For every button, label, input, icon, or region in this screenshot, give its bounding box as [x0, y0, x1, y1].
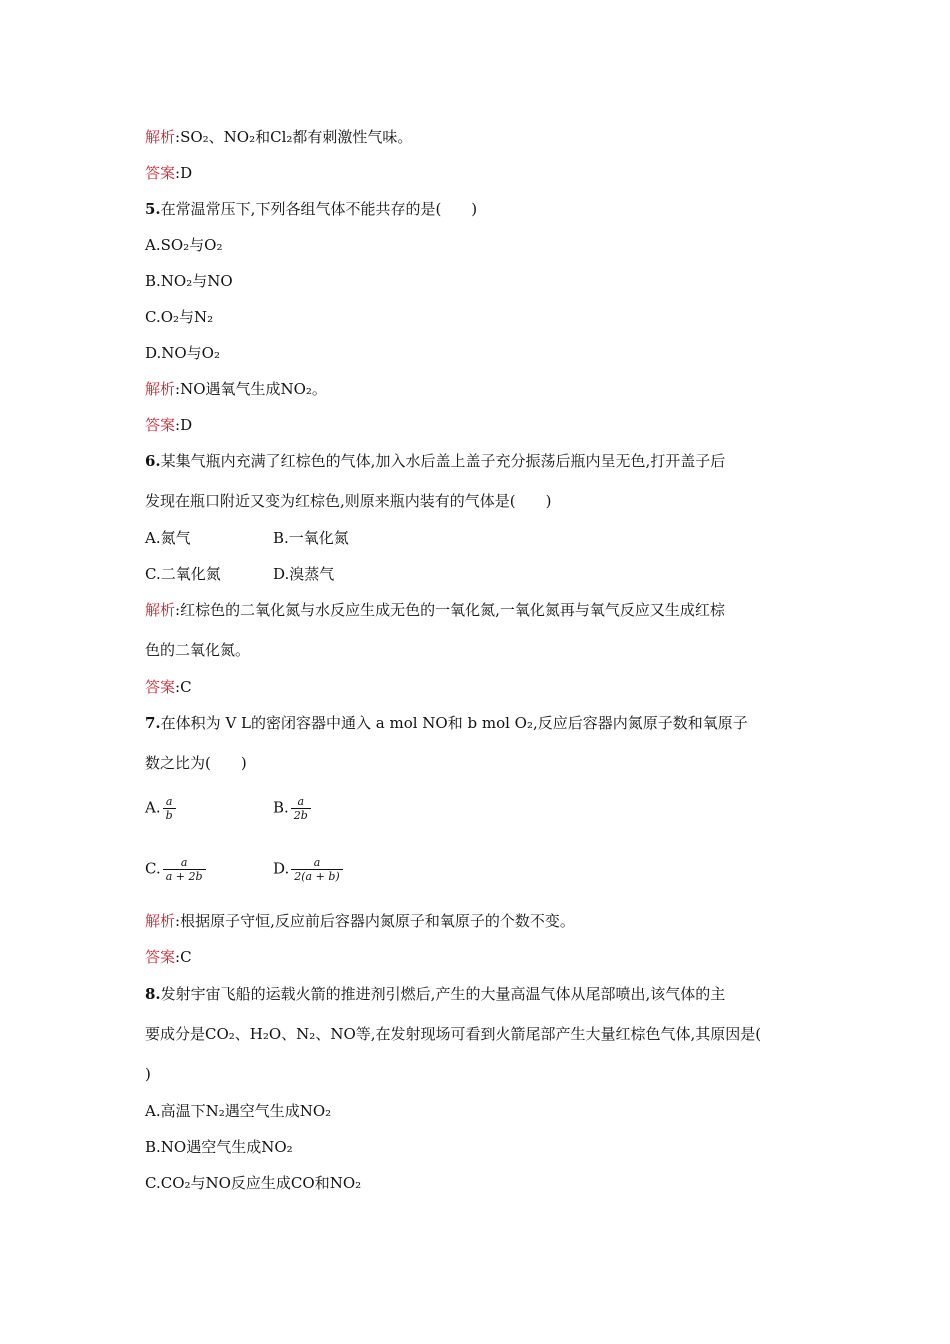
analysis-text: :SO₂、NO₂和Cl₂都有刺激性气味。	[175, 128, 413, 146]
q4-analysis	[145, 127, 412, 147]
q6-answer	[145, 677, 192, 697]
question-stem: 某集气瓶内充满了红棕色的气体,加入水后盖上盖子充分振荡后瓶内呈无色,打开盖子后	[160, 452, 726, 470]
analysis-label: 解析	[145, 380, 176, 398]
denominator: a + 2b	[163, 869, 206, 883]
option-letter: C.	[145, 859, 161, 878]
q7-option-a	[145, 795, 176, 822]
question-number: 6.	[145, 452, 161, 470]
question-number: 5.	[145, 200, 161, 218]
denominator: 2b	[291, 808, 311, 822]
option-letter: A.	[145, 798, 161, 817]
answer-label: 答案	[145, 948, 176, 966]
q6-option-b: B.一氧化氮	[273, 529, 349, 547]
q8-option-a: A.高温下N₂遇空气生成NO₂	[145, 1102, 332, 1120]
analysis-text: :红棕色的二氧化氮与水反应生成无色的一氧化氮,一氧化氮再与氧气反应又生成红棕	[175, 601, 725, 619]
q8-stem-line1	[145, 984, 725, 1004]
q7-analysis	[145, 911, 575, 931]
q5-option-d: D.NO与O₂	[145, 344, 220, 362]
analysis-label: 解析	[145, 128, 176, 146]
q4-answer	[145, 163, 192, 183]
denominator: b	[163, 808, 176, 822]
answer-text: :C	[175, 678, 192, 696]
q6-analysis-line2: 色的二氧化氮。	[145, 641, 251, 659]
denominator: 2(a + b)	[291, 869, 342, 883]
q5-option-c: C.O₂与N₂	[145, 308, 214, 326]
question-stem: 发射宇宙飞船的运载火箭的推进剂引燃后,产生的大量高温气体从尾部喷出,该气体的主	[160, 985, 726, 1003]
q7-option-b	[273, 795, 311, 822]
q6-option-d: D.溴蒸气	[273, 565, 335, 583]
q8-option-c: C.CO₂与NO反应生成CO和NO₂	[145, 1174, 362, 1192]
numerator: a	[297, 795, 305, 808]
q7-answer	[145, 947, 192, 967]
q6-option-a: A.氮气	[145, 529, 191, 547]
q8-option-b: B.NO遇空气生成NO₂	[145, 1138, 293, 1156]
numerator: a	[165, 795, 173, 808]
q5-stem	[145, 199, 477, 219]
option-letter: B.	[273, 798, 289, 817]
answer-label: 答案	[145, 164, 176, 182]
fraction	[163, 856, 206, 883]
q6-stem-line1	[145, 451, 725, 471]
numerator: a	[313, 856, 321, 869]
q5-analysis	[145, 379, 327, 399]
fraction	[291, 856, 342, 883]
analysis-label: 解析	[145, 601, 176, 619]
q8-stem-line3: )	[145, 1065, 151, 1083]
q7-option-d	[273, 856, 343, 883]
analysis-text: :NO遇氧气生成NO₂。	[175, 380, 327, 398]
question-stem: 在常温常压下,下列各组气体不能共存的是( )	[160, 200, 478, 218]
q6-stem-line2: 发现在瓶口附近又变为红棕色,则原来瓶内装有的气体是( )	[145, 492, 552, 510]
q7-stem-line2: 数之比为( )	[145, 754, 247, 772]
q6-analysis-line1	[145, 600, 725, 620]
q6-option-c: C.二氧化氮	[145, 565, 221, 583]
answer-label: 答案	[145, 678, 176, 696]
analysis-text: :根据原子守恒,反应前后容器内氮原子和氧原子的个数不变。	[175, 912, 575, 930]
option-letter: D.	[273, 859, 290, 878]
answer-text: :D	[175, 416, 193, 434]
q8-stem-line2: 要成分是CO₂、H₂O、N₂、NO等,在发射现场可看到火箭尾部产生大量红棕色气体,其原因是(	[145, 1025, 762, 1043]
q5-option-b: B.NO₂与NO	[145, 272, 233, 290]
q7-stem-line1	[145, 713, 748, 733]
q7-option-c	[145, 856, 206, 883]
fraction	[291, 795, 311, 822]
question-number: 8.	[145, 985, 161, 1003]
question-number: 7.	[145, 714, 161, 732]
answer-label: 答案	[145, 416, 176, 434]
question-stem: 在体积为 V L的密闭容器中通入 a mol NO和 b mol O₂,反应后容器内氮原子数和氧原子	[160, 714, 748, 732]
numerator: a	[180, 856, 188, 869]
fraction	[163, 795, 176, 822]
analysis-label: 解析	[145, 912, 176, 930]
q5-answer	[145, 415, 192, 435]
answer-text: :C	[175, 948, 192, 966]
answer-text: :D	[175, 164, 193, 182]
q5-option-a: A.SO₂与O₂	[145, 236, 223, 254]
